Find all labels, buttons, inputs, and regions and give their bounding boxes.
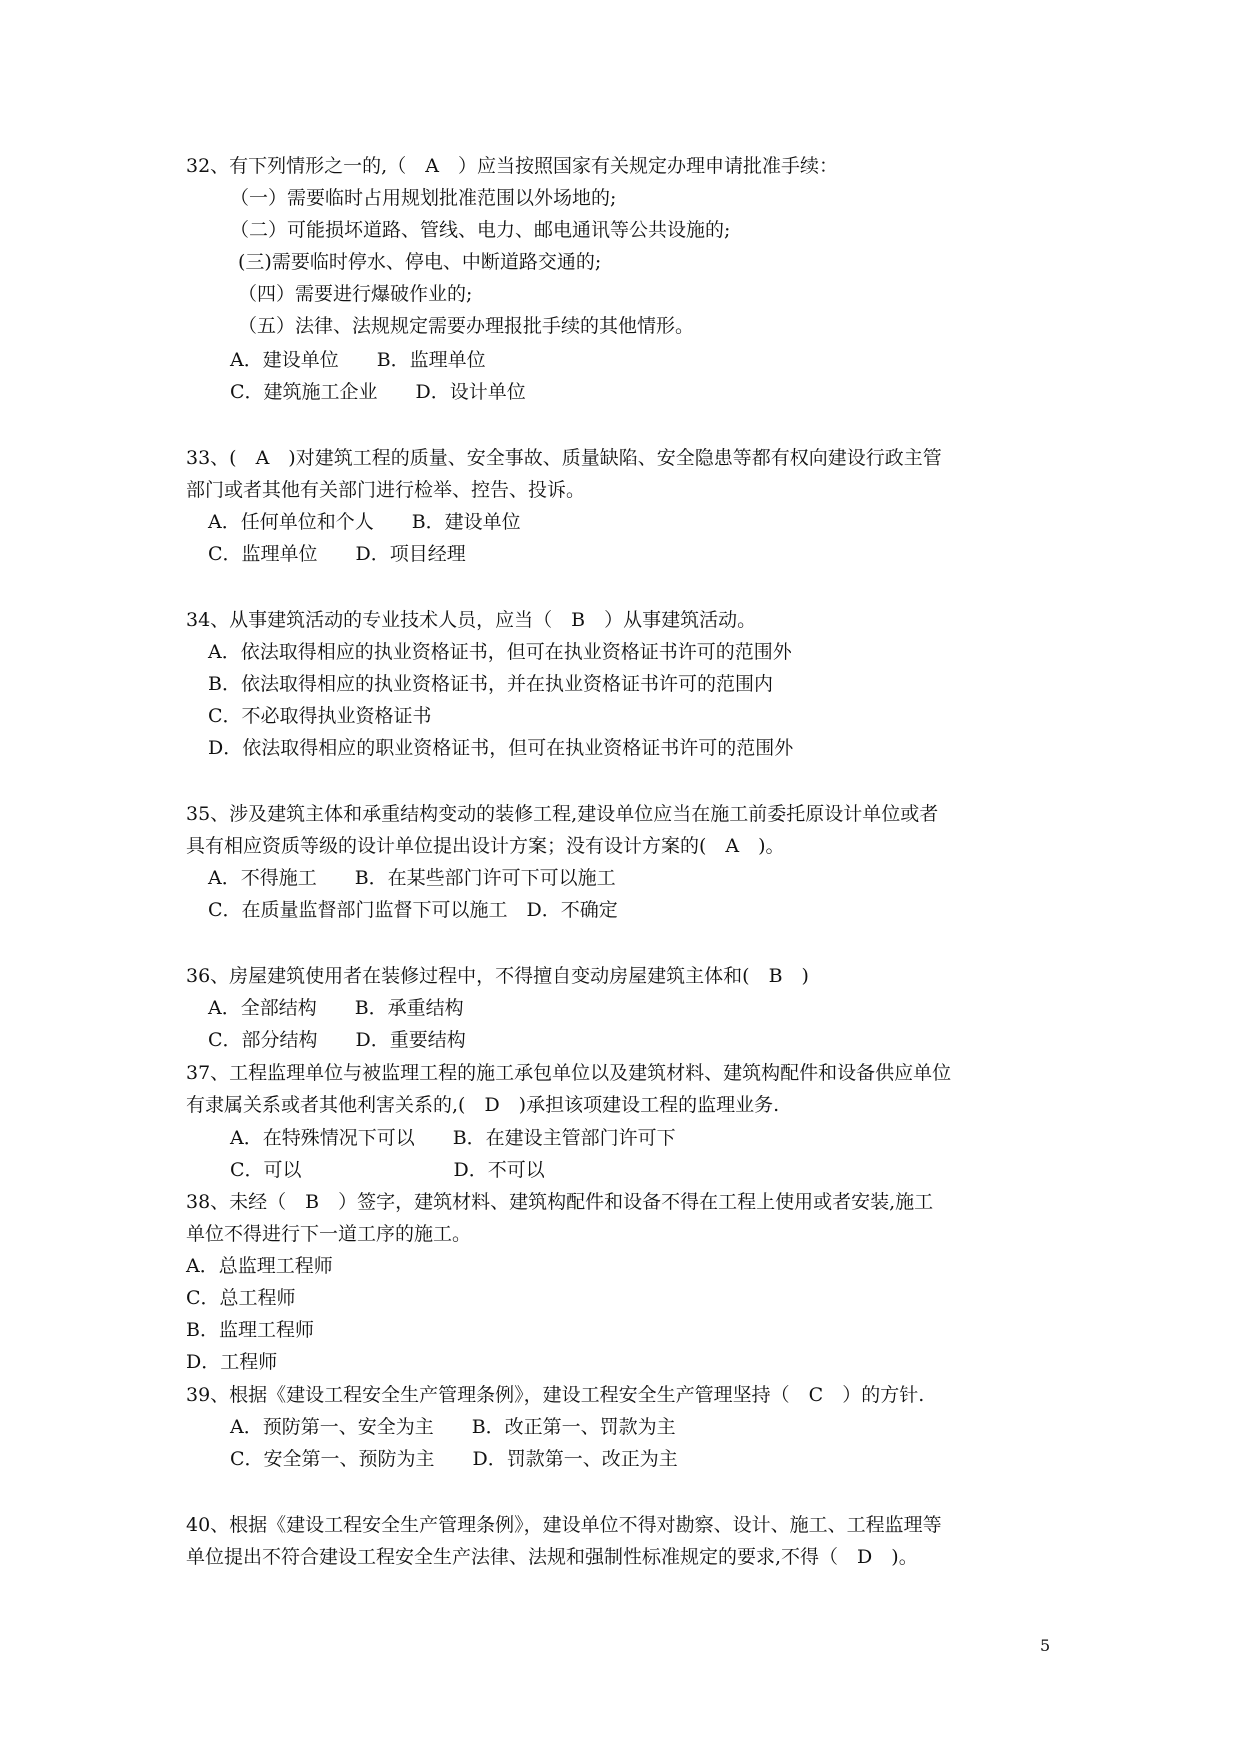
q35-stem-line1: 35、涉及建筑主体和承重结构变动的装修工程,建设单位应当在施工前委托原设计单位或者: [186, 803, 939, 825]
q38-stem-line1: 38、未经（ B ）签字，建筑材料、建筑构配件和设备不得在工程上使用或者安装,施工: [186, 1191, 934, 1213]
q32-condition-3: (三)需要临时停水、停电、中断道路交通的;: [238, 251, 602, 273]
q39-options-cd: C．安全第一、预防为主 D．罚款第一、改正为主: [230, 1448, 678, 1470]
q32-condition-1: （一）需要临时占用规划批准范围以外场地的;: [230, 187, 617, 209]
q37-options-ab: A．在特殊情况下可以 B．在建设主管部门许可下: [230, 1127, 676, 1149]
q34-option-d: D．依法取得相应的职业资格证书，但可在执业资格证书许可的范围外: [208, 737, 794, 759]
q38-option-a: A．总监理工程师: [186, 1255, 333, 1277]
q32-options-cd: C．建筑施工企业 D．设计单位: [230, 381, 526, 403]
q35-stem-line2: 具有相应资质等级的设计单位提出设计方案；没有设计方案的( A )。: [186, 835, 785, 857]
q33-stem-line1: 33、( A )对建筑工程的质量、安全事故、质量缺陷、安全隐患等都有权向建设行政主管: [186, 447, 942, 469]
q32-condition-2: （二）可能损坏道路、管线、电力、邮电通讯等公共设施的;: [230, 219, 731, 241]
q38-option-b: B．监理工程师: [186, 1319, 314, 1341]
q38-option-c: C．总工程师: [186, 1287, 296, 1309]
q39-stem: 39、根据《建设工程安全生产管理条例》，建设工程安全生产管理坚持（ C ）的方针.: [186, 1384, 925, 1406]
q33-options-ab: A．任何单位和个人 B．建设单位: [208, 511, 521, 533]
q37-stem-line2: 有隶属关系或者其他利害关系的,( D )承担该项建设工程的监理业务.: [186, 1094, 780, 1116]
q32-condition-4: （四）需要进行爆破作业的;: [238, 283, 473, 305]
q37-options-cd: C．可以 D．不可以: [230, 1159, 545, 1181]
page-number: 5: [1040, 1636, 1051, 1655]
q40-stem-line2: 单位提出不符合建设工程安全生产法律、法规和强制性标准规定的要求,不得（ D )。: [186, 1546, 918, 1568]
q38-stem-line2: 单位不得进行下一道工序的施工。: [186, 1223, 472, 1245]
q38-option-d: D．工程师: [186, 1351, 278, 1373]
q34-option-a: A．依法取得相应的执业资格证书，但可在执业资格证书许可的范围外: [208, 641, 792, 663]
q39-options-ab: A．预防第一、安全为主 B．改正第一、罚款为主: [230, 1416, 676, 1438]
q35-options-ab: A．不得施工 B．在某些部门许可下可以施工: [208, 867, 616, 889]
q32-condition-5: （五）法律、法规规定需要办理报批手续的其他情形。: [238, 315, 695, 337]
q32-stem: 32、有下列情形之一的,（ A ）应当按照国家有关规定办理申请批准手续：: [186, 155, 838, 177]
q36-stem: 36、房屋建筑使用者在装修过程中，不得擅自变动房屋建筑主体和( B ): [186, 965, 809, 987]
q36-options-ab: A．全部结构 B．承重结构: [208, 997, 464, 1019]
q34-option-c: C．不必取得执业资格证书: [208, 705, 432, 727]
q35-options-cd: C．在质量监督部门监督下可以施工 D．不确定: [208, 899, 618, 921]
q37-stem-line1: 37、工程监理单位与被监理工程的施工承包单位以及建筑材料、建筑构配件和设备供应单位: [186, 1062, 952, 1084]
q36-options-cd: C．部分结构 D．重要结构: [208, 1029, 466, 1051]
q34-stem: 34、从事建筑活动的专业技术人员，应当（ B ）从事建筑活动。: [186, 609, 757, 631]
q33-stem-line2: 部门或者其他有关部门进行检举、控告、投诉。: [186, 479, 586, 501]
q32-options-ab: A．建设单位 B．监理单位: [230, 349, 486, 371]
q33-options-cd: C．监理单位 D．项目经理: [208, 543, 466, 565]
q34-option-b: B．依法取得相应的执业资格证书，并在执业资格证书许可的范围内: [208, 673, 773, 695]
q40-stem-line1: 40、根据《建设工程安全生产管理条例》，建设单位不得对勘察、设计、施工、工程监理等: [186, 1514, 942, 1536]
